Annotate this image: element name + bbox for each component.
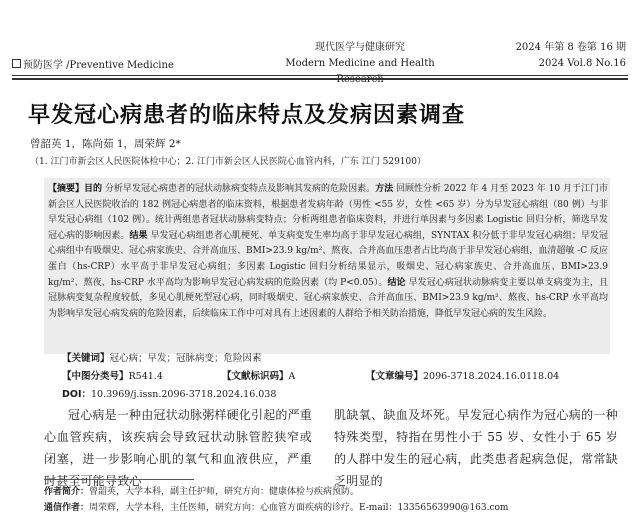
issue-en: 2024 Vol.8 No.16: [538, 58, 626, 69]
doc-code-value: A: [288, 371, 296, 382]
classification-row: [62, 368, 559, 382]
author-footnote-label: 作者简介：: [44, 487, 90, 497]
doi-value: 10.3969/j.issn.2096-3718.2024.16.038: [91, 389, 277, 400]
corresponding-footnote: [44, 500, 508, 513]
abstract-conclusion-label: 结论: [387, 277, 406, 288]
clc-field: [62, 368, 222, 382]
section-label: 预防医学 /Preventive Medicine: [23, 60, 174, 71]
keywords-label: 【关键词】: [62, 353, 110, 364]
article-number-label: 【文章编号】: [366, 371, 424, 382]
article-number-field: [366, 368, 559, 382]
abstract-result-label: 结果: [129, 230, 148, 241]
corresponding-footnote-text: 周荣辉，大学本科，主任医师，研究方向：心血管方面疾病的诊疗。E-mail：13356563990@163.com: [89, 503, 509, 513]
keywords: [62, 350, 262, 364]
author-list: 曾韶英 1，陈尚茹 1，周荣辉 2*: [30, 138, 181, 150]
affiliation: （1. 江门市新会区人民医院体检中心；2. 江门市新会区人民医院心血管内科，广东 江门 529100）: [30, 157, 426, 167]
journal-name-cn: 现代医学与健康研究: [315, 42, 405, 53]
abstract-method-label: 方法: [375, 184, 394, 194]
clc-value: R541.4: [128, 371, 163, 382]
article-number-value: 2096-3718.2024.16.0118.04: [423, 371, 560, 382]
author-footnote: [44, 484, 359, 497]
section-marker-icon: [12, 59, 21, 68]
abstract-objective: 分析早发冠心病患者的冠状动脉病变特点及影响其发病的危险因素。: [104, 184, 376, 194]
abstract-method: 回顾性分析 2022 年 4 月至 2023 年 10 月于江门市新会区人民医院收治的 182 例冠心病患者的临床资料，根据患者发病年龄（男性 <55 岁，女性 <65 岁）分为早发冠心病组（80 例）与非早发冠心病组（102 例）。统计两组患者冠状动脉病变特点；分析两组患者临床资料，并进行单因素与多因素 Logistic 回归分析，筛选早发冠心病的影响因素。: [48, 184, 608, 241]
running-header-section: [12, 56, 174, 71]
footnote-rule: [44, 479, 194, 480]
body-column-left: 冠心病是一种由冠状动脉粥样硬化引起的严重心血管疾病，该疾病会导致冠状动脉管腔狭窄或闭塞，进一步影响心肌的氧气和血液供应，严重时甚至可能导致心: [44, 408, 313, 488]
issue-cn: 2024 年第 8 卷第 16 期: [515, 42, 626, 53]
keywords-value: 冠心病；早发；冠脉病变；危险因素: [109, 353, 262, 364]
doi-line: [62, 386, 276, 400]
article-title: 早发冠心病患者的临床特点及发病因素调查: [28, 103, 466, 128]
author-footnote-text: 曾韶英，大学本科，副主任护师，研究方向：健康体检与疾病预防。: [89, 487, 360, 497]
doc-code-field: [222, 368, 366, 382]
header-rule-thick: [12, 78, 628, 80]
doc-code-label: 【文献标识码】: [222, 371, 289, 382]
header-rule-thin: [12, 75, 628, 76]
abstract-label: 【摘要】目的: [48, 184, 103, 194]
abstract-conclusion: 早发冠心病冠状动脉病变主要以单支病变为主，且冠脉病变复杂程度较低，多见心肌梗死型冠心病，同时吸烟史、冠心病家族史、合并高血压、BMI>23.9 kg/m²、熬夜、hs-CRP 水平高均为影响早发冠心病发病的危险因素，后续临床工作中可对具有上述因素的人群给予相关防治措施，降低早发冠心病的发生风险。: [48, 277, 608, 319]
body-column-right: 肌缺氧、缺血及坏死。早发冠心病作为冠心病的一种特殊类型，特指在男性小于 55 岁、女性小于 65 岁的人群中发生的冠心病，此类患者起病急促，常常缺乏明显的: [334, 408, 618, 488]
doi-label: DOI：: [62, 389, 91, 400]
abstract: [48, 182, 608, 322]
journal-name-en: Modern Medicine and Health Research: [285, 58, 435, 85]
corresponding-footnote-label: 通信作者：: [44, 503, 90, 513]
issue-info: [516, 40, 626, 72]
journal-name: [262, 40, 458, 88]
clc-label: 【中图分类号】: [62, 371, 129, 382]
abstract-result: 早发冠心病组患者心肌梗死、单支病变发生率均高于非早发冠心病组，SYNTAX 积分低于非早发冠心病组；早发冠心病组中有吸烟史、冠心病家族史、合并高血压、BMI>23.9 kg/m²、熬夜、合并高血压患者占比均高于非早发冠心病组，血清超敏 -C 反应蛋白（hs-CRP）水平高于非早发冠心病组；多因素 Logistic 回归分析结果显示，吸烟史、冠心病家族史、合并高血压、BMI>23.9 kg/m²、熬夜、hs-CRP 水平高均为影响早发冠心病发病的危险因素（均 P<0.05）。: [48, 230, 608, 288]
